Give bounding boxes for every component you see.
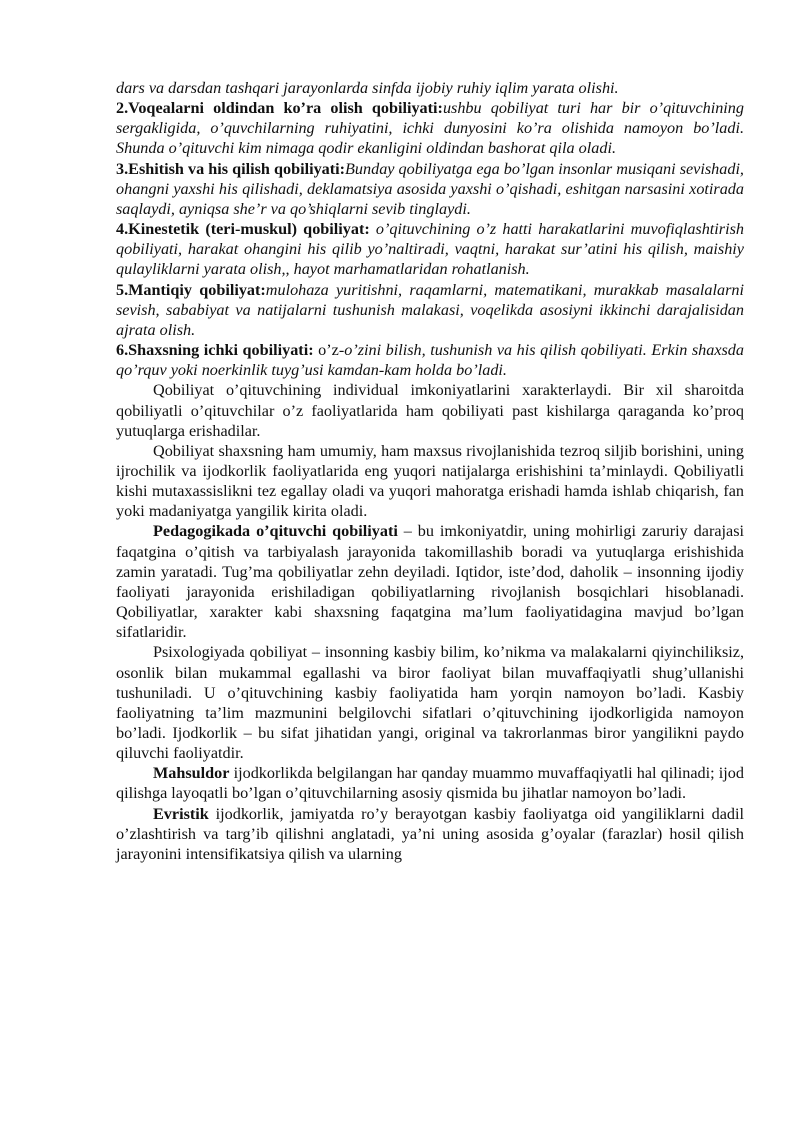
paragraph-body — [116, 763, 744, 803]
paragraph-text: Psixologiyada qobiliyat – insonning kasbiy bilim, ko’nikma va malakalarni qiyinchiliksiz, osonlik bilan mukammal egallashi va biror faoliyat bilan muvaffaqiyatli shug’ullanishi tushuniladi. U o’qituvchining kasbiy faoliyatida ham yorqin namoyon bo’ladi. Kasbiy faoliyatning ta’lim mazmunini belgilovchi sifatlari o’qituvchining ijodkorligida namoyon bo’ladi. Ijodkorlik – bu sifat jihatidan yangi, original va takrorlanmas biror yangilikni paydo qiluvchi faoliyatdir. — [116, 643, 744, 763]
paragraph-text: – bu imkoniyatdir, uning mohirligi zaruriy darajasi faqatgina o’qitish va tarbiyalash jarayonida takomillashib boradi va yutuqlarga erishishida zamin yaratadi. Tug’ma qobiliyatlar zehn deyiladi. Iqtidor, iste’dod, daholik – insonning ijodiy faoliyati jarayonida erishiladigan qobiliyatlarning rivojlanish bosqichlari hisoblanadi. Qobiliyatlar, xarakter kabi shaxsning faqatgina ma’lum faoliyatidagina mavjud bo’lgan sifatlaridir. — [116, 522, 744, 642]
paragraph-body — [116, 380, 744, 440]
paragraph-text: Bunday qobiliyatga ega bo’lgan insonlar musiqani sevishadi, ohangni yaxshi his qilishadi, deklamatsiya asosida yaxshi o’qishadi, eshitgan narsasini xotirada saqlaydi, ayniqsa she’r va qo’shiqlarni sevib tinglaydi. — [116, 159, 744, 218]
paragraph-term: Mahsuldor — [153, 764, 230, 783]
paragraph-text: o’qituvchining o’z hatti harakatlarini muvofiqlashtirish qobiliyati, harakat ohangini his qilib yo’naltiradi, vaqtni, harakat sur’atini his qilish, maishiy qulayliklarni yarata olish,, hayot marhamatlaridan rohatlanish. — [116, 220, 744, 279]
paragraph-ability-inner — [116, 340, 744, 380]
paragraph-term: Evristik — [153, 804, 209, 823]
paragraph-text: Qobiliyat o’qituvchining individual imkoniyatlarini xarakterlaydi. Bir xil sharoitda qobiliyatli o’qituvchilar o’z faoliyatlarida ham qobiliyati past kishilarga qaraganda ko’proq yutuqlarga erishadilar. — [116, 381, 744, 440]
paragraph-ability-kinesthetic — [116, 219, 744, 279]
paragraph-text: ijodkorlikda belgilangan har qanday muammo muvaffaqiyatli hal qilinadi; ijod qilishga layoqatli bo’lgan o’qituvchilarning asosiy qismida bu jihatlar namoyon bo’ladi. — [116, 764, 744, 803]
document-page — [116, 78, 744, 864]
paragraph-body — [116, 441, 744, 522]
paragraph-text: ijodkorlik, jamiyatda ro’y berayotgan kasbiy faoliyatga oid yangiliklarni dadil o’zlashtirish va targ’ib qilishni anglatadi, ya’ni uning asosida g’oyalar (farazlar) hosil qilish jarayonini intensifikatsiya qilish va ularning — [116, 804, 744, 863]
paragraph-text: dars va darsdan tashqari jarayonlarda sinfda ijobiy ruhiy iqlim yarata olishi. — [116, 79, 619, 97]
paragraph-heading: 4.Kinestetik (teri-muskul) qobiliyat: — [116, 220, 370, 239]
paragraph-text-plain: o’z- — [313, 341, 345, 360]
paragraph-heading: 5.Mantiqiy qobiliyat: — [116, 280, 266, 299]
paragraph-text: ushbu qobiliyat turi har bir o’qituvchining sergakligida, o’quvchilarning ruhiyatini, ichki dunyosini ko’ra olishida namoyon bo’ladi. Shunda o’qituvchi kim nimaga qodir ekanligini oldindan bashorat qila oladi. — [116, 99, 744, 158]
paragraph-continuation — [116, 78, 744, 98]
paragraph-term: Pedagogikada o’qituvchi qobiliyati — [153, 522, 398, 541]
paragraph-text: mulohaza yuritishni, raqamlarni, matematikani, murakkab masalalarni sevish, sababiyat va natijalarni tushunish malakasi, voqelikda asosiyni ikkinchi darajalisidan ajrata olish. — [116, 280, 744, 339]
paragraph-heading: 6.Shaxsning ichki qobiliyati: — [116, 341, 314, 360]
paragraph-body — [116, 521, 744, 642]
paragraph-heading: 3.Eshitish va his qilish qobiliyati: — [116, 159, 346, 178]
paragraph-body — [116, 804, 744, 864]
paragraph-ability-hearing — [116, 159, 744, 219]
paragraph-body — [116, 642, 744, 763]
paragraph-text: o’zini bilish, tushunish va his qilish qobiliyati. Erkin shaxsda qo’rquv yoki noerkinlik tuyg’usi kamdan-kam holda bo’ladi. — [116, 341, 744, 380]
paragraph-heading: 2.Voqealarni oldindan ko’ra olish qobiliyati: — [116, 99, 443, 118]
paragraph-text: Qobiliyat shaxsning ham umumiy, ham maxsus rivojlanishida tezroq siljib borishini, uning ijrochilik va ijodkorlik faoliyatlarida eng yuqori natijalarga erishishini ta’minlaydi. Qobiliyatli kishi mutaxassislikni tez egallay oladi va yuqori mahoratga erishadi hamda ishlab chiqarish, fan yoki madaniyatga yangilik kirita oladi. — [116, 441, 744, 521]
paragraph-ability-logical — [116, 280, 744, 340]
paragraph-ability-foresight — [116, 98, 744, 158]
